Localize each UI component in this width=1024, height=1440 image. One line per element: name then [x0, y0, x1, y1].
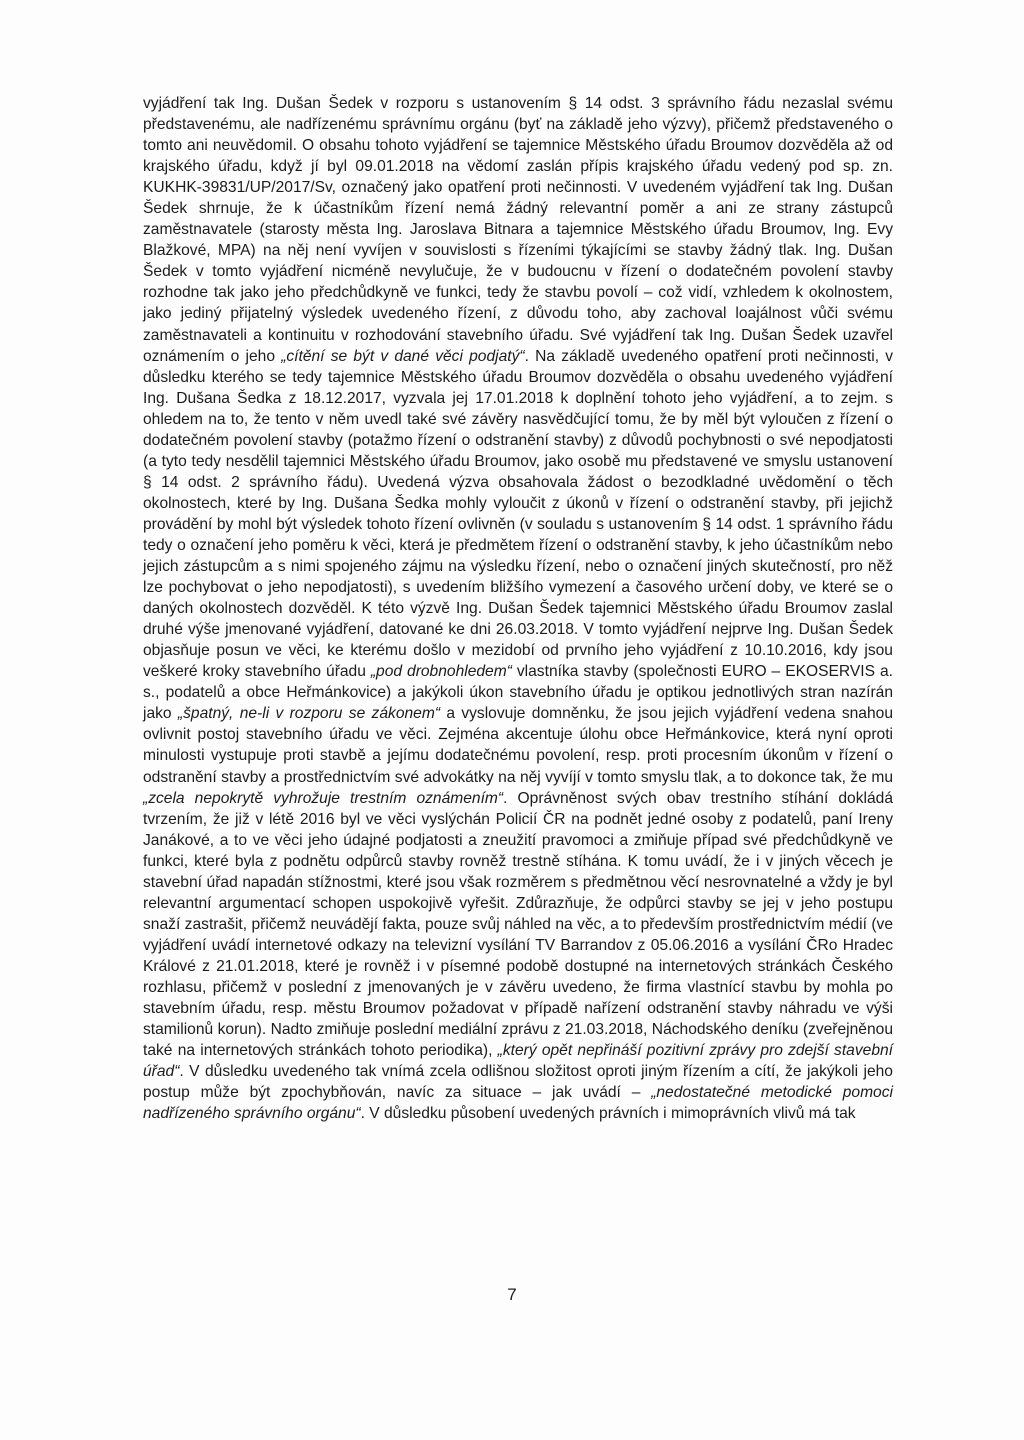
body-paragraph [143, 93, 893, 1124]
text-segment: . Na základě uvedeného opatření proti nečinnosti, v důsledku kterého se tedy tajemnice Městského úřadu Broumov dozvěděla o obsahu uvedeného vyjádření Ing. Dušana Šedka z 18.12.2017, vyzvala jej 17.01.2018 k doplnění tohoto jeho vyjádření, a to zejm. s ohledem na to, že tento v něm uvedl také své závěry nasvědčující tomu, že by měl být vyloučen z řízení o dodatečném povolení stavby (potažmo řízení o odstranění stavby) z důvodů pochybnosti o své nepodjatosti (a tyto tedy nesdělil tajemnici Městského úřadu Broumov, jako osobě mu představené ve smyslu ustanovení § 14 odst. 2 správního řádu). Uvedená výzva obsahovala žádost o bezodkladné uvědomění o těch okolnostech, které by Ing. Dušana Šedka mohly vyloučit z úkonů v řízení o odstranění stavby, při jejichž provádění by mohl být výsledek tohoto řízení ovlivněn (v souladu s ustanovením § 14 odst. 1 správního řádu tedy o označení jeho poměru k věci, která je předmětem řízení o odstranění stavby, k jeho účastníkům nebo jejich zástupcům a s nimi spojeného zájmu na výsledku řízení, nebo o označení jiných skutečností, pro něž lze pochybovat o jeho nepodjatosti), s uvedením bližšího vymezení a časového určení doby, ve které se o daných okolnostech dozvěděl. K této výzvě Ing. Dušan Šedek tajemnici Městského úřadu Broumov zaslal druhé výše jmenované vyjádření, datované ke dni 26.03.2018. V tomto vyjádření nejprve Ing. Dušan Šedek objasňuje posun ve věci, ke kterému došlo v mezidobí od prvního jeho vyjádření z 10.10.2016, kdy jsou veškeré kroky stavebního úřadu [143, 347, 894, 681]
quote-segment: „zcela nepokrytě vyhrožuje trestním oznámením“ [143, 789, 504, 807]
quote-segment: „špatný, ne-li v rozporu se zákonem“ [177, 705, 441, 723]
text-segment: . V důsledku působení uvedených právních i mimoprávních vlivů má tak [360, 1105, 856, 1123]
quote-segment: „nedostatečné metodické pomoci nadřízeného správního orgánu“ [143, 1084, 893, 1123]
text-segment: a vyslovuje domněnku, že jsou jejich vyjádření vedena snahou ovlivnit postoj stavebního úřadu ve věci. Zejména akcentuje úlohu obce Heřmánkovice, která nyní oproti minulosti vystupuje proti stavbě a jejímu dodatečnému povolení, resp. proti procesním úkonům v řízení o odstranění stavby a prostřednictvím své advokátky na něj vyvíjí v tomto smyslu tlak, a to dokonce tak, že mu [143, 705, 893, 786]
text-segment: vlastníka stavby (společnosti EURO – EKOSERVIS a. s., podatelů a obce Heřmánkovice) a jakýkoli úkon stavebního úřadu je optikou jednotlivých stran nazírán jako [143, 663, 893, 723]
text-segment: . Oprávněnost svých obav trestního stíhání dokládá tvrzením, že již v létě 2016 byl ve věci vyslýchán Policií ČR na podnět jedné osoby z podatelů, paní Ireny Janákové, a to ve věci jeho údajné podjatosti a zneužití pravomoci a zmiňuje případ své předchůdkyně ve funkci, které byla z podnětu odpůrců stavby rovněž trestně stíhána. K tomu uvádí, že i v jiných věcech je stavební úřad napadán stížnostmi, které jsou však rozměrem s předmětnou věcí nesrovnatelné a vždy je byl relevantní argumentací schopen uspokojivě vyřešit. Zdůrazňuje, že odpůrci stavby se jej v jeho postupu snaží zastrašit, přičemž neuvádějí fakta, pouze svůj náhled na věc, a to především prostřednictvím médií (ve vyjádření uvádí internetové odkazy na televizní vysílání TV Barrandov z 05.06.2016 a vysílání ČRo Hradec Králové z 21.01.2018, které je rovněž i v písemné podobě dostupné na internetových stránkách Českého rozhlasu, přičemž v poslední z jmenovaných je v závěru uvedeno, že firma vlastnící stavbu by mohla po stavebním úřadu, resp. městu Broumov požadovat v případě nařízení odstranění stavby náhradu ve výši stamilionů korun). Nadto zmiňuje poslední mediální zprávu z 21.03.2018, Náchodského deníku (zveřejněnou také na internetových stránkách tohoto periodika), [143, 789, 893, 1060]
text-segment: vyjádření tak Ing. Dušan Šedek v rozporu s ustanovením § 14 odst. 3 správního řádu nezaslal svému představenému, ale nadřízenému správnímu orgánu (byť na základě jeho výzvy), přičemž představeného o tomto ani neuvědomil. O obsahu tohoto vyjádření se tajemnice Městského úřadu Broumov dozvěděla až od krajského úřadu, když jí byl 09.01.2018 na vědomí zaslán přípis krajského úřadu vedený pod sp. zn. KUKHK-39831/UP/2017/Sv, označený jako opatření proti nečinnosti. V uvedeném vyjádření tak Ing. Dušan Šedek shrnuje, že k účastníkům řízení nemá žádný relevantní poměr a ani ze strany zástupců zaměstnavatele (starosty města Ing. Jaroslava Bitnara a tajemnice Městského úřadu Broumov, Ing. Evy Blažkové, MPA) na něj není vyvíjen v souvislosti s řízeními týkajícími se stavby žádný tlak. Ing. Dušan Šedek v tomto vyjádření nicméně nevylučuje, že v budoucnu v řízení o dodatečném povolení stavby rozhodne tak jako jeho předchůdkyně ve funkci, tedy že stavbu povolí – což vidí, vzhledem k okolnostem, jako jediný přijatelný výsledek uvedeného řízení, z důvodu toho, aby zachoval loajálnost vůči svému zaměstnavateli a kontinuitu v rozhodování stavebního úřadu. Své vyjádření tak Ing. Dušan Šedek uzavřel oznámením o jeho [143, 95, 893, 365]
quote-segment: „který opět nepřináší pozitivní zprávy pro zdejší stavební úřad“ [143, 1042, 893, 1081]
quote-segment: „cítění se být v dané věci podjatý“ [281, 347, 525, 365]
quote-segment: „pod drobnohledem“ [370, 663, 512, 681]
page-number: 7 [507, 1285, 517, 1304]
text-segment: . V důsledku uvedeného tak vnímá zcela odlišnou složitost oproti jiným řízením a cítí, že jakýkoli jeho postup může být zpochybňován, navíc za situace – jak uvádí – [143, 1063, 893, 1102]
